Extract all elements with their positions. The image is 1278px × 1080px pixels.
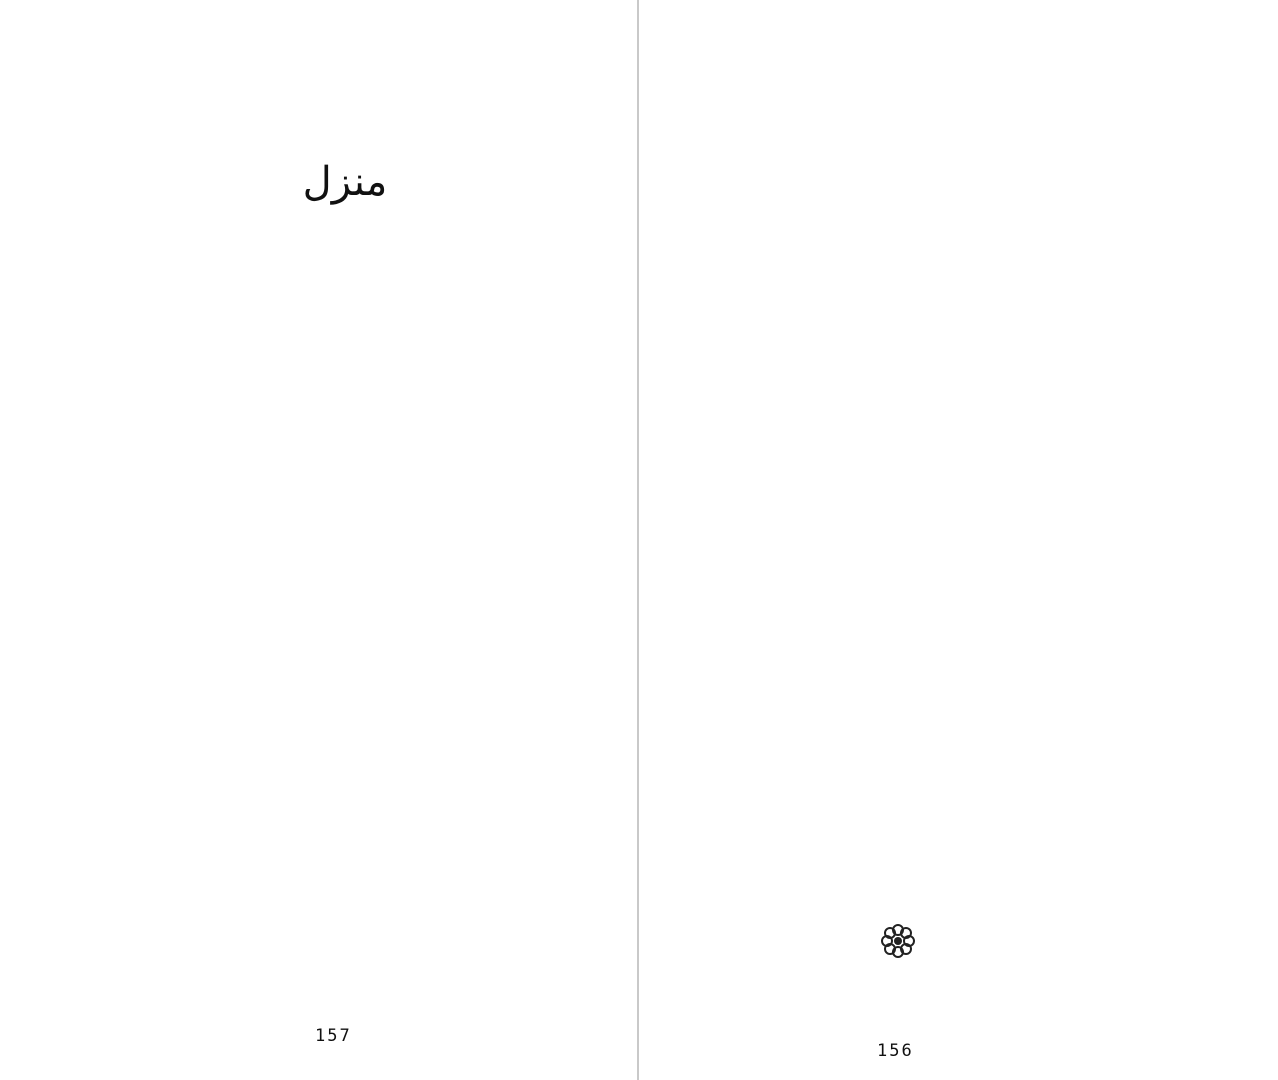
- text-line: [58, 457, 614, 496]
- text-line: [660, 727, 1260, 766]
- paragraph: [660, 350, 1260, 623]
- text-line: [58, 418, 614, 457]
- text-line: [58, 535, 614, 574]
- text-line: [660, 55, 1260, 94]
- text-line: [58, 691, 614, 730]
- paragraph: [58, 340, 614, 925]
- text-line: [660, 133, 1260, 172]
- book-gutter: [637, 0, 639, 1080]
- text-line: [58, 979, 614, 1018]
- text-line: [58, 652, 614, 691]
- text-line: [660, 172, 1260, 211]
- right-page: [640, 0, 1278, 1080]
- text-line: [660, 289, 1260, 328]
- text-line: [58, 379, 614, 418]
- text-line: [58, 769, 614, 808]
- chapter-title: منزل: [302, 159, 388, 205]
- text-line: [660, 610, 1260, 649]
- text-line: [58, 496, 614, 535]
- text-line: [660, 211, 1260, 250]
- text-line: [660, 805, 1260, 844]
- text-line: [58, 940, 614, 979]
- text-line: [660, 250, 1260, 289]
- text-line: [660, 350, 1260, 389]
- page-number: 157: [315, 1026, 352, 1046]
- text-line: [58, 808, 614, 847]
- text-line: [58, 574, 614, 613]
- text-line: [660, 766, 1260, 805]
- paragraph: [660, 55, 1260, 328]
- text-line: [660, 506, 1260, 545]
- text-line: [58, 613, 614, 652]
- text-line: [660, 94, 1260, 133]
- flower-ornament-icon: [877, 920, 919, 962]
- text-line: [660, 545, 1260, 584]
- text-line: [58, 886, 614, 925]
- text-line: [660, 389, 1260, 428]
- text-line: [58, 340, 614, 379]
- text-line: [660, 467, 1260, 506]
- paragraph: [58, 940, 614, 1018]
- text-line: [660, 844, 1260, 883]
- text-line: [660, 428, 1260, 467]
- text-line: [58, 847, 614, 886]
- paragraph: [660, 610, 1260, 883]
- page-number: 156: [877, 1041, 914, 1061]
- text-line: [660, 688, 1260, 727]
- text-line: [660, 649, 1260, 688]
- text-line: [58, 730, 614, 769]
